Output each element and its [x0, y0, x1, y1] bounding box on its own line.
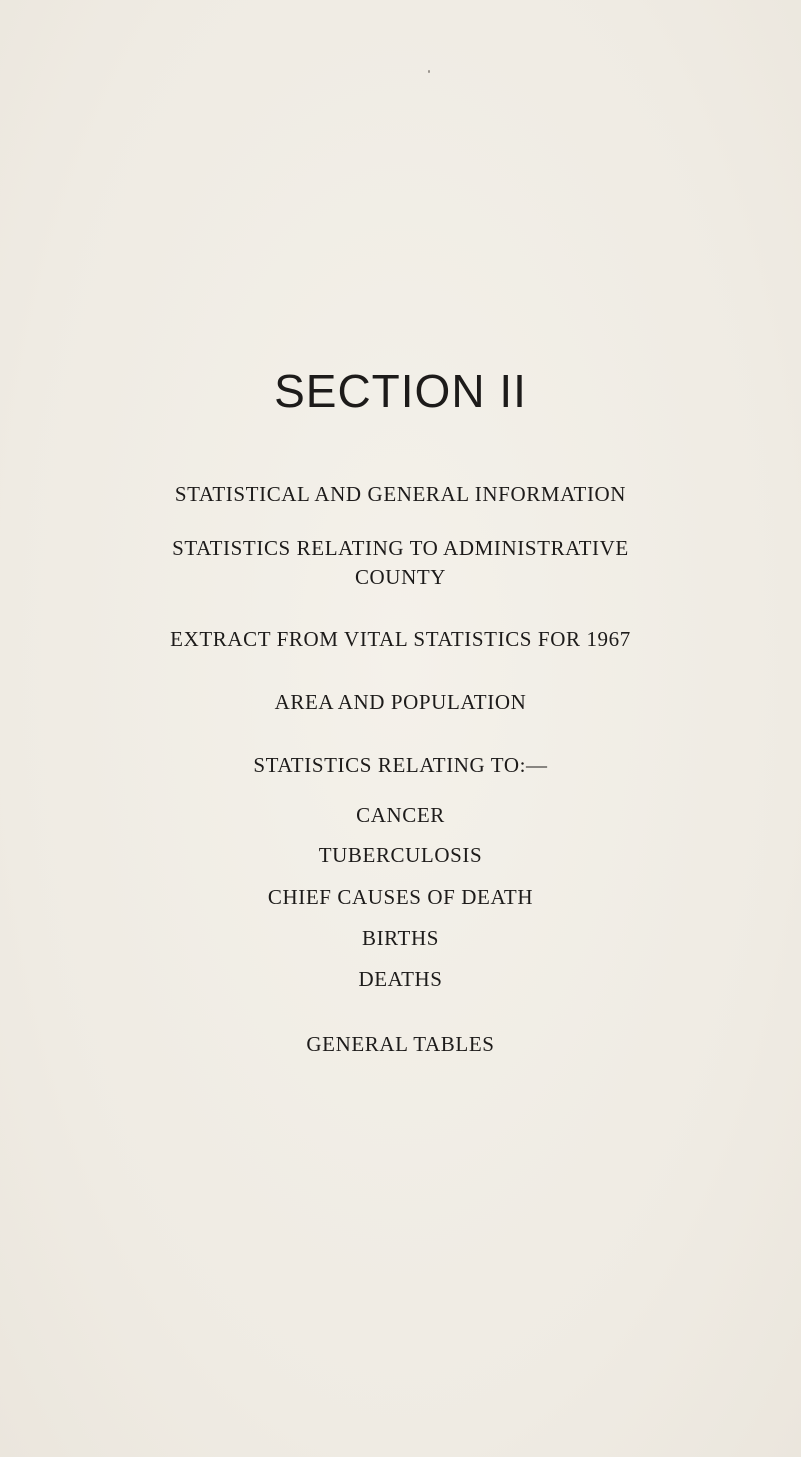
statistics-relating-to-heading: STATISTICS RELATING TO:—: [253, 753, 548, 777]
statistical-general-heading: STATISTICAL AND GENERAL INFORMATION: [174, 482, 627, 506]
list-item-tuberculosis: TUBERCULOSIS: [318, 843, 483, 867]
general-tables-heading: GENERAL TABLES: [306, 1032, 495, 1056]
vital-statistics-heading: EXTRACT FROM VITAL STATISTICS FOR 1967: [170, 627, 631, 651]
admin-county-heading-line-1: STATISTICS RELATING TO ADMINISTRATIVE: [172, 536, 629, 560]
list-item-births: BIRTHS: [361, 926, 440, 950]
area-population-heading: AREA AND POPULATION: [274, 690, 527, 714]
admin-county-heading-line-2: COUNTY: [354, 565, 447, 589]
list-item-chief-causes-of-death: CHIEF CAUSES OF DEATH: [267, 885, 534, 909]
section-title: SECTION II: [274, 365, 527, 417]
list-item-cancer: CANCER: [356, 803, 445, 827]
paper-speck: [428, 70, 430, 73]
list-item-deaths: DEATHS: [358, 967, 443, 991]
